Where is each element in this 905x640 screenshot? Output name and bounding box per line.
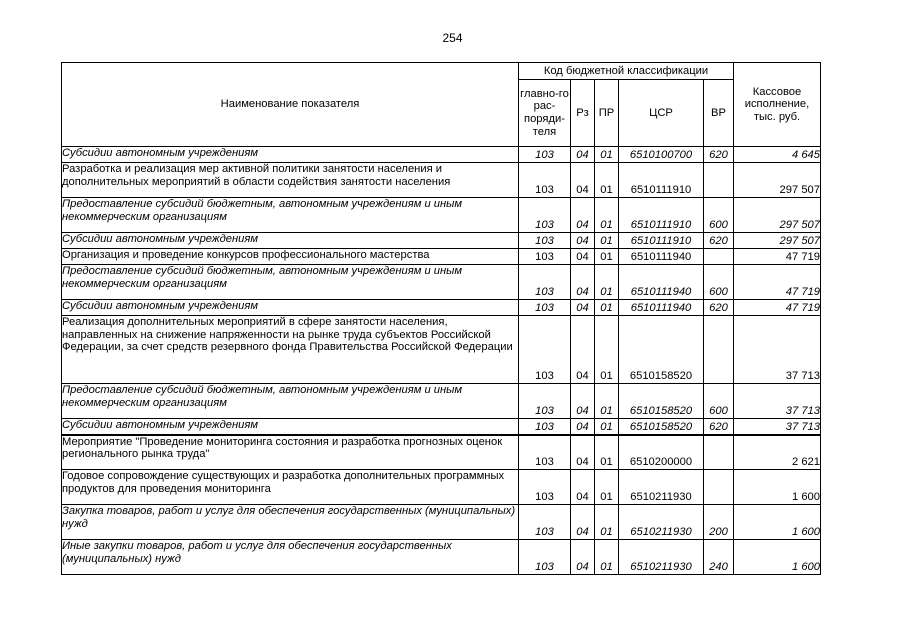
row-rz: 04 (571, 198, 595, 233)
row-name: Предоставление субсидий бюджетным, автономным учреждениям и иным некоммерческим организациям (62, 384, 519, 419)
row-vr: 600 (704, 265, 734, 300)
row-grbs: 103 (519, 435, 571, 470)
row-grbs: 103 (519, 419, 571, 435)
row-grbs: 103 (519, 163, 571, 198)
row-rz: 04 (571, 233, 595, 249)
row-name: Реализация дополнительных мероприятий в сфере занятости населения, направленных на снижение напряженности на рынке труда субъектов Российской Федерации, за счет средств резервного фонда Правительства Российской Федерации (62, 316, 519, 384)
row-amount: 37 713 (734, 419, 821, 435)
header-csr: ЦСР (619, 80, 704, 147)
header-budget-code: Код бюджетной классификации (519, 63, 734, 80)
row-vr: 600 (704, 198, 734, 233)
row-amount: 37 713 (734, 384, 821, 419)
table-row (62, 435, 821, 470)
row-csr: 6510200000 (619, 435, 704, 470)
row-rz: 04 (571, 540, 595, 575)
row-name: Предоставление субсидий бюджетным, автономным учреждениям и иным некоммерческим организациям (62, 265, 519, 300)
row-grbs: 103 (519, 198, 571, 233)
row-csr: 6510111940 (619, 249, 704, 265)
row-vr: 620 (704, 300, 734, 316)
table-row (62, 540, 821, 575)
row-csr: 6510211930 (619, 540, 704, 575)
budget-table (61, 62, 821, 575)
row-csr: 6510111910 (619, 233, 704, 249)
row-name: Закупка товаров, работ и услуг для обеспечения государственных (муниципальных) нужд (62, 505, 519, 540)
row-pr: 01 (595, 147, 619, 163)
table-row (62, 505, 821, 540)
header-amount: Кассовое исполнение, тыс. руб. (734, 63, 821, 147)
row-amount: 47 719 (734, 249, 821, 265)
row-name: Предоставление субсидий бюджетным, автономным учреждениям и иным некоммерческим организациям (62, 198, 519, 233)
row-csr: 6510158520 (619, 384, 704, 419)
row-pr: 01 (595, 163, 619, 198)
row-amount: 37 713 (734, 316, 821, 384)
row-pr: 01 (595, 384, 619, 419)
row-rz: 04 (571, 419, 595, 435)
row-grbs: 103 (519, 249, 571, 265)
row-grbs: 103 (519, 316, 571, 384)
row-grbs: 103 (519, 540, 571, 575)
row-csr: 6510211930 (619, 505, 704, 540)
row-rz: 04 (571, 470, 595, 505)
row-grbs: 103 (519, 265, 571, 300)
row-grbs: 103 (519, 384, 571, 419)
row-name: Иные закупки товаров, работ и услуг для обеспечения государственных (муниципальных) нужд (62, 540, 519, 575)
row-amount: 1 600 (734, 470, 821, 505)
row-vr (704, 470, 734, 505)
table-row (62, 419, 821, 435)
row-vr (704, 249, 734, 265)
row-rz: 04 (571, 435, 595, 470)
row-grbs: 103 (519, 505, 571, 540)
row-rz: 04 (571, 265, 595, 300)
row-pr: 01 (595, 435, 619, 470)
row-grbs: 103 (519, 233, 571, 249)
row-name: Мероприятие "Проведение мониторинга состояния и разработка прогнозных оценок регионального рынка труда" (62, 435, 519, 470)
row-vr: 600 (704, 384, 734, 419)
row-name: Субсидии автономным учреждениям (62, 300, 519, 316)
row-vr: 240 (704, 540, 734, 575)
row-grbs: 103 (519, 470, 571, 505)
row-vr (704, 163, 734, 198)
row-vr: 620 (704, 147, 734, 163)
row-amount: 297 507 (734, 163, 821, 198)
row-amount: 1 600 (734, 505, 821, 540)
table-row (62, 316, 821, 384)
table-row (62, 163, 821, 198)
header-vr: ВР (704, 80, 734, 147)
row-name: Разработка и реализация мер активной политики занятости населения и дополнительных мероприятий в области содействия занятости населения (62, 163, 519, 198)
row-pr: 01 (595, 300, 619, 316)
row-pr: 01 (595, 419, 619, 435)
row-amount: 297 507 (734, 198, 821, 233)
row-pr: 01 (595, 505, 619, 540)
row-amount: 47 719 (734, 265, 821, 300)
row-csr: 6510211930 (619, 470, 704, 505)
row-rz: 04 (571, 249, 595, 265)
row-pr: 01 (595, 249, 619, 265)
row-rz: 04 (571, 384, 595, 419)
row-amount: 297 507 (734, 233, 821, 249)
row-vr (704, 435, 734, 470)
row-pr: 01 (595, 470, 619, 505)
table-row (62, 249, 821, 265)
row-pr: 01 (595, 316, 619, 384)
row-csr: 6510111940 (619, 300, 704, 316)
row-pr: 01 (595, 198, 619, 233)
row-rz: 04 (571, 316, 595, 384)
header-pr: ПР (595, 80, 619, 147)
row-name: Годовое сопровождение существующих и разработка дополнительных программных продуктов для проведения мониторинга (62, 470, 519, 505)
row-pr: 01 (595, 265, 619, 300)
row-vr: 200 (704, 505, 734, 540)
row-rz: 04 (571, 300, 595, 316)
table-row (62, 233, 821, 249)
row-amount: 47 719 (734, 300, 821, 316)
table-row (62, 384, 821, 419)
row-pr: 01 (595, 540, 619, 575)
row-rz: 04 (571, 505, 595, 540)
row-csr: 6510100700 (619, 147, 704, 163)
table-row (62, 470, 821, 505)
row-vr: 620 (704, 233, 734, 249)
row-name: Субсидии автономным учреждениям (62, 233, 519, 249)
table-row (62, 300, 821, 316)
table-row (62, 265, 821, 300)
row-csr: 6510111910 (619, 198, 704, 233)
row-name: Субсидии автономным учреждениям (62, 147, 519, 163)
row-amount: 4 645 (734, 147, 821, 163)
row-csr: 6510158520 (619, 316, 704, 384)
row-amount: 2 621 (734, 435, 821, 470)
row-name: Организация и проведение конкурсов профессионального мастерства (62, 249, 519, 265)
header-rz: Рз (571, 80, 595, 147)
table-row (62, 198, 821, 233)
row-name: Субсидии автономным учреждениям (62, 419, 519, 435)
row-grbs: 103 (519, 300, 571, 316)
row-csr: 6510111940 (619, 265, 704, 300)
table-row (62, 147, 821, 163)
row-rz: 04 (571, 163, 595, 198)
header-grbs: главно-го рас-поряди-теля (519, 80, 571, 147)
row-csr: 6510158520 (619, 419, 704, 435)
row-amount: 1 600 (734, 540, 821, 575)
row-grbs: 103 (519, 147, 571, 163)
row-rz: 04 (571, 147, 595, 163)
row-csr: 6510111910 (619, 163, 704, 198)
row-pr: 01 (595, 233, 619, 249)
page-number: 254 (442, 31, 463, 45)
row-vr: 620 (704, 419, 734, 435)
row-vr (704, 316, 734, 384)
header-name: Наименование показателя (62, 63, 519, 147)
